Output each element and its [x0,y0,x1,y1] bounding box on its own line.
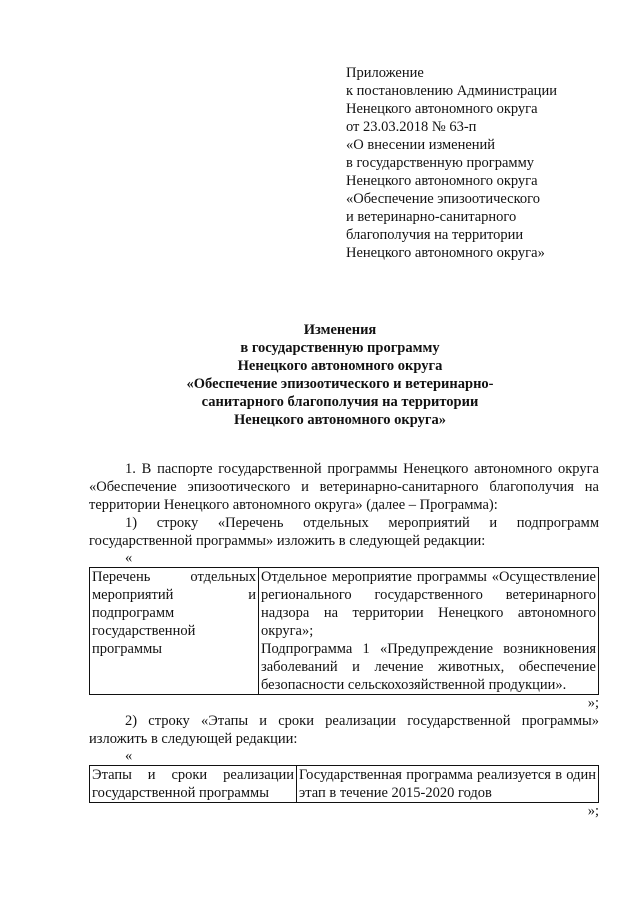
table-row [90,568,599,695]
quote-open-mark: « [125,550,133,566]
appendix-line: к постановлению Администрации [346,83,557,99]
appendix-line: «О внесении изменений [346,137,496,153]
title-line: Ненецкого автономного округа [237,358,443,374]
appendix-line: Ненецкого автономного округа [346,173,538,189]
document-body [89,460,599,820]
table-cell-text: Отдельное мероприятие программы «Осуществление регионального государственного ветеринарного надзора на территории Ненецкого автономного округа»; [261,569,596,639]
appendix-line: Ненецкого автономного округа [346,101,538,117]
appendix-line: в государственную программу [346,155,535,171]
item-1-paragraph: 1. В паспорте государственной программы Ненецкого автономного округа «Обеспечение эпизоотического и ветеринарно-санитарного благополучия на территории Ненецкого автономного округа» (далее – Программа): [89,461,599,513]
table-cell-value: Государственная программа реализуется в один этап в течение 2015-2020 годов [297,766,599,803]
table-cell-text: Подпрограмма 1 «Предупреждение возникновения заболеваний и лечение животных, обеспечение безопасности сельскохозяйственной продукции». [261,641,596,693]
appendix-line: «Обеспечение эпизоотического [346,191,540,207]
title-line: Ненецкого автономного округа» [234,412,446,428]
appendix-line: Ненецкого автономного округа» [346,245,545,261]
title-line: «Обеспечение эпизоотического и ветеринарно- [186,376,494,392]
table-cell-label: Этапы и сроки реализации государственной программы [90,766,297,803]
title-line: санитарного благополучия на территории [201,394,479,410]
appendix-line: Приложение [346,65,424,81]
appendix-line: от 23.03.2018 № 63-п [346,119,477,135]
appendix-line: благополучия на территории [346,227,524,243]
table-row [90,766,599,803]
table-program-stages [89,765,599,803]
subitem-2-paragraph: 2) строку «Этапы и сроки реализации государственной программы» изложить в следующей редакции: [89,713,599,747]
appendix-header [346,64,636,262]
title-line: в государственную программу [240,340,440,356]
table-cell-label: Перечень отдельных мероприятий и подпрограмм государственной программы [90,568,259,695]
quote-close-mark: »; [587,695,599,711]
quote-close-mark: »; [587,803,599,819]
title-line: Изменения [303,322,377,338]
table-program-events [89,567,599,695]
document-title [60,321,620,429]
quote-open-mark: « [125,748,133,764]
subitem-1-paragraph: 1) строку «Перечень отдельных мероприятий и подпрограмм государственной программы» изложить в следующей редакции: [89,515,599,549]
table-cell-value [259,568,599,695]
appendix-line: и ветеринарно-санитарного [346,209,517,225]
